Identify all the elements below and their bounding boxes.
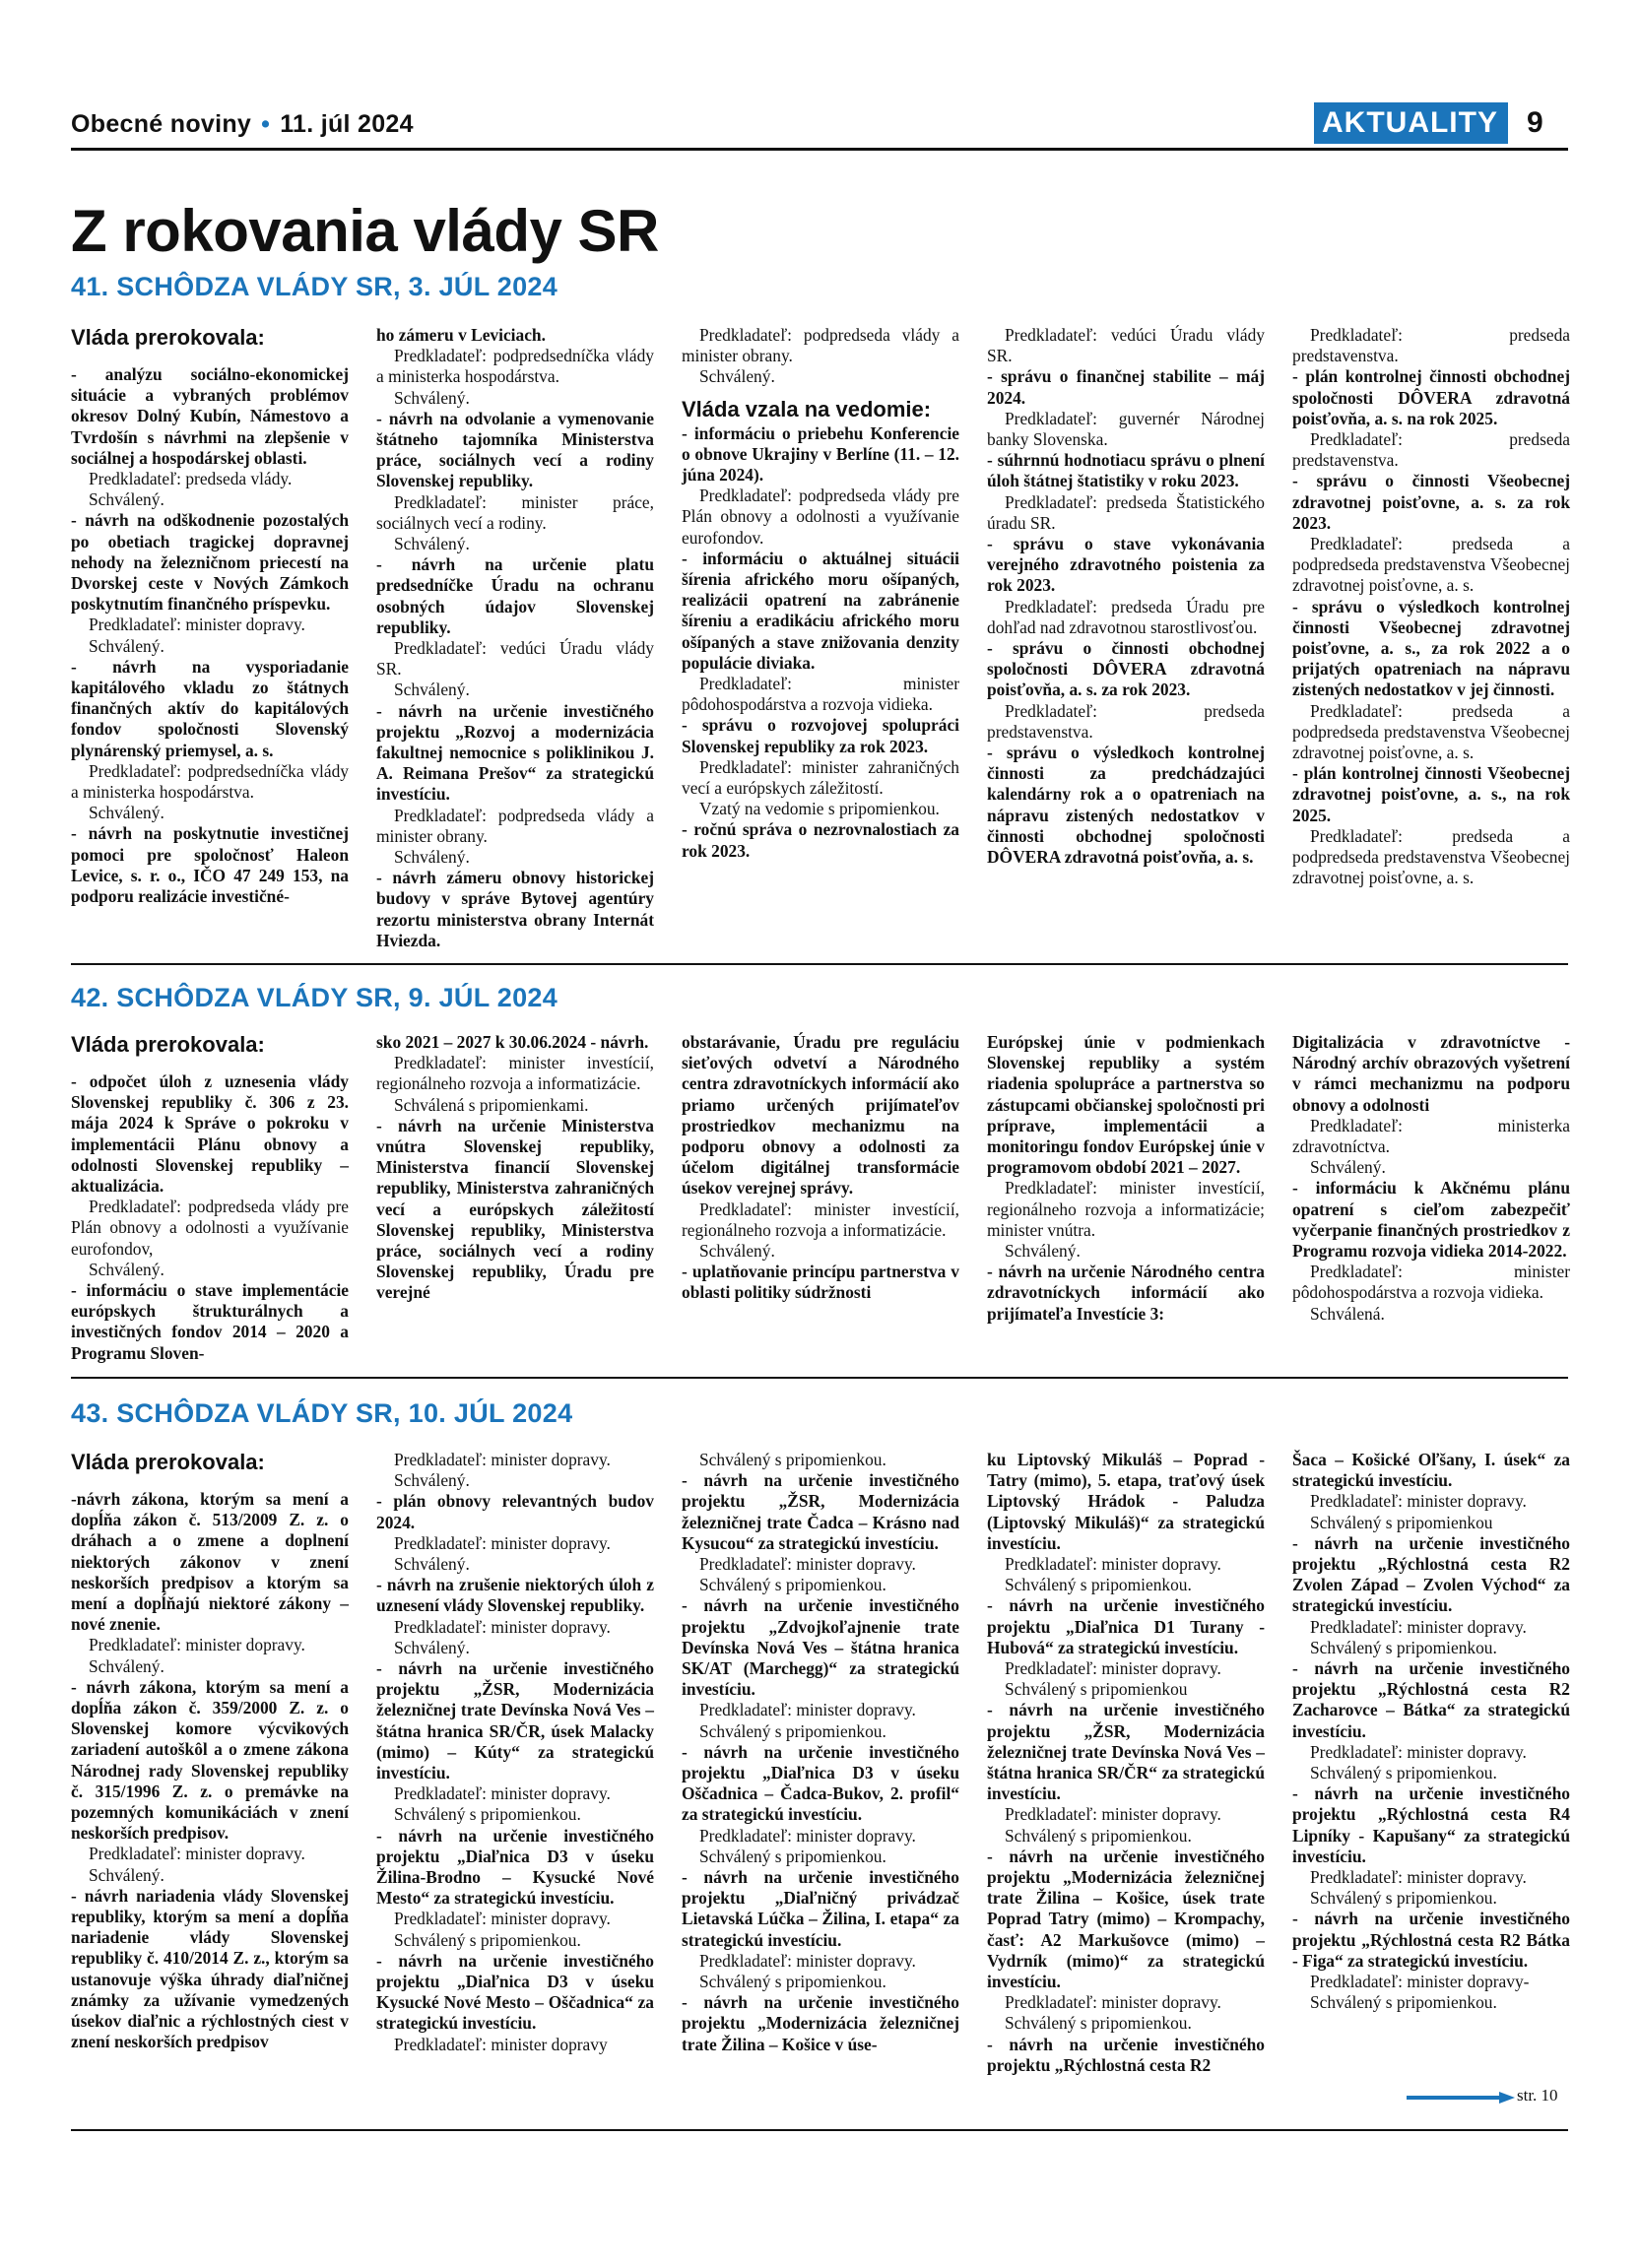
session-heading-41: 41. SCHÔDZA VLÁDY SR, 3. JÚL 2024: [71, 272, 558, 301]
article-title: Z rokovania vlády SR: [71, 198, 659, 264]
agenda-note: Predkladateľ: minister investícií, regionálneho rozvoja a informatizácie.: [376, 1053, 654, 1094]
agenda-item: Šaca – Košické Oľšany, I. úsek“ za strategickú investíciu.: [1292, 1450, 1570, 1491]
agenda-item: - plán obnovy relevantných budov 2024.: [376, 1491, 654, 1532]
agenda-note: Schválený s pripomienkou.: [394, 1804, 581, 1825]
agenda-note: Schválený.: [394, 680, 470, 700]
agenda-note: Predkladateľ: minister dopravy.: [394, 1616, 611, 1637]
agenda-item: - návrh na určenie investičného projektu „ŽSR, Modernizácia železničnej trate Devínska Nová Ves – štátna hranica SR/ČR, úsek Malacky (mimo) – Kúty“ za strategickú investíciu.: [376, 1658, 654, 1783]
agenda-note: Predkladateľ: minister dopravy.: [1005, 1992, 1221, 2013]
text-column: [987, 1450, 1265, 2076]
text-column: [376, 1450, 654, 2055]
agenda-note: Schválený s pripomienkou.: [699, 1450, 886, 1469]
agenda-item: - návrh na určenie investičného projektu „Modernizácia železničnej trate Žilina – Košice, úsek trate Poprad Tatry (mimo) – Krompachy, časť: A2 Markušovce (mimo) – Vydrník (mimo)“ za strategickú investíciu.: [987, 1846, 1265, 1992]
agenda-item: - návrh na určenie investičného projektu „Diaľnica D1 Turany - Hubová“ za strategickú investíciu.: [987, 1595, 1265, 1657]
agenda-note: Schválený.: [89, 1259, 164, 1279]
text-column: [376, 1032, 654, 1304]
agenda-item: - ročnú správa o nezrovnalostiach za rok 2023.: [682, 819, 959, 861]
header-rule: [71, 148, 1568, 151]
agenda-note: Predkladateľ: predseda vlády.: [89, 469, 293, 489]
session-heading-42: 42. SCHÔDZA VLÁDY SR, 9. JÚL 2024: [71, 983, 558, 1012]
agenda-item: obstarávanie, Úradu pre reguláciu sieťových odvetví a Národného centra zdravotníckych informácií ako priamo určených prijímateľov prostriedkov mechanizmu na podporu obnovy a odolnosti za účelom digitálnej transformácie úsekov verejnej správy.: [682, 1032, 959, 1199]
agenda-note: Predkladateľ: minister dopravy.: [1310, 1741, 1527, 1762]
agenda-note: Predkladateľ: minister dopravy.: [394, 1783, 611, 1804]
agenda-note: Predkladateľ: minister zahraničných vecí a európskych záležitostí.: [682, 756, 959, 799]
agenda-note: Schválený s pripomienkou.: [699, 1575, 886, 1595]
section-divider: [71, 1377, 1568, 1379]
agenda-item: - správu o výsledkoch kontrolnej činnosti Všeobecnej zdravotnej poisťovne, a. s., za rok 2022 a o prijatých opatreniach na nápravu zistených nedostatkov v jej činnosti.: [1292, 596, 1570, 700]
agenda-note: Schválený.: [89, 803, 164, 823]
agenda-note: Schválená s pripomienkami.: [394, 1094, 589, 1115]
agenda-item: - uplatňovanie princípu partnerstva v oblasti politiky súdržnosti: [682, 1262, 959, 1303]
agenda-note: Schválený.: [394, 387, 470, 408]
agenda-item: - správu o činnosti obchodnej spoločnosti DÔVERA zdravotná poisťovňa, a. s. za rok 2023.: [987, 638, 1265, 700]
text-column: [987, 325, 1265, 868]
agenda-note: Predkladateľ: minister dopravy.: [1310, 1616, 1527, 1637]
agenda-note: Predkladateľ: minister dopravy.: [699, 1700, 916, 1720]
agenda-note: Predkladateľ: minister dopravy.: [1310, 1867, 1527, 1888]
agenda-item: - správu o činnosti Všeobecnej zdravotnej poisťovne, a. s. za rok 2023.: [1292, 471, 1570, 533]
agenda-item: - informáciu o aktuálnej situácii šírenia afrického moru ošípaných, realizácii opatrení na zabránenie šíreniu a eradikáciu afrického moru ošípaných a stave znižovania denzity populácie diviaka.: [682, 548, 959, 673]
agenda-note: Schválený s pripomienkou.: [699, 1720, 886, 1741]
text-column: [1292, 1032, 1570, 1325]
agenda-item: - informáciu k Akčnému plánu opatrení s cieľom zabezpečiť vyčerpanie finančných prostriedkov z Programu rozvoja vidieka 2014-2022.: [1292, 1178, 1570, 1262]
agenda-note: Schválený s pripomienkou.: [394, 1929, 581, 1950]
agenda-item: - návrh na odškodnenie pozostalých po obetiach tragickej dopravnej nehody na železničnom priecestí na Dvorskej ceste v Nových Zámkoch poskytnutím finančného príspevku.: [71, 510, 349, 615]
agenda-note: Predkladateľ: minister práce, sociálnych vecí a rodiny.: [376, 491, 654, 533]
agenda-item: - návrh na určenie Národného centra zdravotníckych informácií ako prijímateľa Investície 3:: [987, 1262, 1265, 1324]
agenda-note: Schválený.: [89, 1655, 164, 1676]
agenda-note: Predkladateľ: ministerka zdravotníctva.: [1292, 1115, 1570, 1157]
agenda-item: - návrh na určenie investičného projektu „Rýchlostná cesta R2 Bátka - Figa“ za strategickú investíciu.: [1292, 1909, 1570, 1971]
agenda-note: Schválený.: [1310, 1157, 1386, 1178]
session-41-body: [71, 325, 1568, 955]
agenda-item: - návrh na určenie investičného projektu „Modernizácia železničnej trate Žilina – Košice v úse-: [682, 1992, 959, 2054]
section-divider: [71, 963, 1568, 965]
agenda-note: Predkladateľ: predseda predstavenstva.: [1292, 325, 1570, 366]
agenda-item: sko 2021 – 2027 k 30.06.2024 - návrh.: [376, 1032, 649, 1052]
agenda-item: - návrh zámeru obnovy historickej budovy v správe Bytovej agentúry rezortu ministerstva obrany Internát Hviezda.: [376, 868, 654, 950]
agenda-item: - návrh na určenie investičného projektu „Diaľničný privádzač Lietavská Lúčka – Žilina, I. etapa“ za strategickú investíciu.: [682, 1867, 959, 1950]
agenda-item: - informáciu o priebehu Konferencie o obnove Ukrajiny v Berlíne (11. – 12. júna 2024).: [682, 422, 959, 486]
agenda-note: Predkladateľ: minister dopravy.: [1005, 1804, 1221, 1825]
subheading: Vláda vzala na vedomie:: [682, 396, 932, 421]
agenda-note: Schválený s pripomienkou.: [1005, 1575, 1192, 1595]
agenda-note: Predkladateľ: minister dopravy.: [699, 1950, 916, 1971]
agenda-note: Predkladateľ: predseda a podpredseda predstavenstva Všeobecnej zdravotnej poisťovne, a. s.: [1292, 700, 1570, 763]
agenda-note: Predkladateľ: minister dopravy.: [89, 1844, 305, 1864]
issue-date: 11. júl 2024: [280, 110, 414, 138]
agenda-note: Predkladateľ: minister dopravy.: [394, 1450, 611, 1469]
agenda-note: Predkladateľ: minister dopravy-: [1310, 1972, 1530, 1992]
agenda-note: Predkladateľ: predseda predstavenstva.: [987, 700, 1265, 742]
text-column: [71, 1032, 349, 1364]
agenda-note: Schválený s pripomienkou.: [1005, 1825, 1192, 1846]
agenda-item: - návrh na odvolanie a vymenovanie štátneho tajomníka Ministerstva práce, sociálnych vecí a rodiny Slovenskej republiky.: [376, 408, 654, 491]
agenda-item: - analýzu sociálno-ekonomickej situácie a vybraných problémov okresov Dolný Kubín, Námestovo a Tvrdošín s návrhmi na zlepšenie v sociálnej a hospodárskej oblasti.: [71, 364, 349, 468]
agenda-note: Predkladateľ: minister pôdohospodárstva a rozvoja vidieka.: [682, 674, 959, 715]
agenda-item: - návrh na určenie Ministerstva vnútra Slovenskej republiky, Ministerstva financií Slovenskej republiky, Ministerstva zahraničných vecí a európskych záležitostí Slovenskej republiky, Ministerstva práce, sociálnych vecí a rodiny Slovenskej republiky, Úradu pre verejné: [376, 1115, 654, 1303]
agenda-item: - správu o stave vykonávania verejného zdravotného poistenia za rok 2023.: [987, 534, 1265, 596]
agenda-note: Predkladateľ: predseda predstavenstva.: [1292, 429, 1570, 471]
agenda-note: Predkladateľ: vedúci Úradu vlády SR.: [987, 325, 1265, 366]
agenda-note: Schválený s pripomienkou.: [1310, 1992, 1497, 2013]
agenda-note: Schválená.: [1310, 1303, 1385, 1324]
agenda-note: Predkladateľ: minister dopravy: [394, 2034, 608, 2054]
text-column: [71, 1450, 349, 2052]
agenda-note: Predkladateľ: predseda a podpredseda predstavenstva Všeobecnej zdravotnej poisťovne, a. s.: [1292, 534, 1570, 596]
agenda-note: Predkladateľ: predseda Štatistického úradu SR.: [987, 491, 1265, 533]
agenda-item: - návrh na určenie investičného projektu „Diaľnica D3 v úseku Kysucké Nové Mesto – Oščadnica“ za strategickú investíciu.: [376, 1950, 654, 2034]
agenda-note: Predkladateľ: minister dopravy.: [394, 1909, 611, 1929]
agenda-item: - správu o rozvojovej spolupráci Slovenskej republiky za rok 2023.: [682, 715, 959, 756]
agenda-item: - návrh na zrušenie niektorých úloh z uznesení vlády Slovenskej republiky.: [376, 1575, 654, 1616]
agenda-note: Predkladateľ: minister dopravy.: [699, 1554, 916, 1575]
text-column: [682, 1450, 959, 2055]
agenda-item: ho zámeru v Leviciach.: [376, 325, 546, 345]
agenda-note: Predkladateľ: podpredseda vlády pre Plán obnovy a odolnosti a využívanie eurofondov.: [682, 486, 959, 548]
agenda-note: Schválený s pripomienkou.: [1005, 2013, 1192, 2034]
agenda-note: Predkladateľ: minister dopravy.: [394, 1532, 611, 1553]
continued-label: str. 10: [1517, 2086, 1558, 2105]
agenda-item: - návrh na určenie platu predsedníčke Úradu na ochranu osobných údajov Slovenskej republiky.: [376, 554, 654, 637]
agenda-item: - plán kontrolnej činnosti obchodnej spoločnosti DÔVERA zdravotná poisťovňa, a. s. na rok 2025.: [1292, 366, 1570, 428]
agenda-note: Schválený.: [394, 534, 470, 554]
agenda-note: Schválený s pripomienkou.: [1310, 1637, 1497, 1657]
agenda-item: - návrh na určenie investičného projektu „ŽSR, Modernizácia železničnej trate Devínska Nová Ves – štátna hranica SR/ČR“ za strategickú investíciu.: [987, 1700, 1265, 1804]
agenda-note: Predkladateľ: guvernér Národnej banky Slovenska.: [987, 408, 1265, 450]
agenda-note: Predkladateľ: predseda a podpredseda predstavenstva Všeobecnej zdravotnej poisťovne, a. s.: [1292, 825, 1570, 888]
agenda-item: - návrh na určenie investičného projektu „Rýchlostná cesta R4 Lipníky - Kapušany“ za strategickú investíciu.: [1292, 1783, 1570, 1866]
agenda-note: Schválený s pripomienkou: [1310, 1512, 1493, 1532]
agenda-item: - plán kontrolnej činnosti Všeobecnej zdravotnej poisťovne, a. s., na rok 2025.: [1292, 763, 1570, 825]
agenda-item: ku Liptovský Mikuláš – Poprad - Tatry (mimo), 5. etapa, traťový úsek Liptovský Hrádok - Paludza (Liptovský Mikuláš)“ za strategickú investíciu.: [987, 1450, 1265, 1553]
agenda-item: - návrh na určenie investičného projektu „Rýchlostná cesta R2 Zacharovce – Bátka“ za strategickú investíciu.: [1292, 1658, 1570, 1741]
agenda-note: Schválený.: [1005, 1241, 1081, 1262]
agenda-item: - správu o výsledkoch kontrolnej činnosti za predchádzajúci kalendárny rok a o opatreniach na nápravu zistených nedostatkov v činnosti obchodnej spoločnosti DÔVERA zdravotná poisťovňa, a. s.: [987, 743, 1265, 868]
agenda-item: - odpočet úloh z uznesenia vlády Slovenskej republiky č. 306 z 23. mája 2024 k Správe o pokroku v implementácii Plánu obnovy a odolnosti Slovenskej republiky – aktualizácia.: [71, 1071, 349, 1197]
agenda-note: Predkladateľ: podpredsedníčka vlády a ministerka hospodárstva.: [376, 346, 654, 387]
agenda-note: Predkladateľ: podpredseda vlády pre Plán obnovy a odolnosti a využívanie eurofondov,: [71, 1197, 349, 1259]
agenda-note: Schválený.: [394, 1470, 470, 1491]
agenda-note: Predkladateľ: vedúci Úradu vlády SR.: [376, 638, 654, 680]
arrow-right-icon: [1407, 2091, 1515, 2105]
agenda-note: Predkladateľ: minister dopravy.: [89, 615, 305, 635]
agenda-note: Schválený.: [89, 1864, 164, 1885]
agenda-item: - informáciu o stave implementácie európskych štrukturálnych a investičných fondov 2014 – 2020 a Programu Sloven-: [71, 1280, 349, 1363]
agenda-item: - návrh nariadenia vlády Slovenskej republiky, ktorým sa mení a dopĺňa nariadenie vlády Slovenskej republiky č. 410/2014 Z. z., ktorým sa ustanovuje výška úhrady diaľničnej známky za užívanie vymedzených úsekov diaľnic a rýchlostných ciest v znení neskorších predpisov: [71, 1885, 349, 2052]
agenda-note: Predkladateľ: podpredsedníčka vlády a ministerka hospodárstva.: [71, 760, 349, 803]
agenda-note: Predkladateľ: minister dopravy.: [699, 1825, 916, 1846]
agenda-note: Predkladateľ: minister dopravy.: [1310, 1491, 1527, 1512]
agenda-item: Digitalizácia v zdravotníctve - Národný archív obrazových vyšetrení v rámci mechanizmu na podporu obnovy a odolnosti: [1292, 1032, 1570, 1115]
agenda-note: Predkladateľ: minister dopravy.: [1005, 1554, 1221, 1575]
agenda-note: Schválený.: [394, 1637, 470, 1657]
agenda-note: Predkladateľ: minister pôdohospodárstva a rozvoja vidieka.: [1292, 1262, 1570, 1303]
agenda-item: - správu o finančnej stabilite – máj 2024.: [987, 366, 1265, 408]
agenda-item: - návrh zákona, ktorým sa mení a dopĺňa zákon č. 359/2000 Z. z. o Slovenskej komore výcvikových zariadení autoškôl a o zmene zákona Národnej rady Slovenskej republiky č. 315/1996 Z. z. o premávke na pozemných komunikáciách v znení neskorších predpisov.: [71, 1676, 349, 1844]
agenda-note: Predkladateľ: minister dopravy.: [1005, 1658, 1221, 1679]
agenda-item: Európskej únie v podmienkach Slovenskej republiky a systém riadenia spolupráce a partnerstva so zástupcami občianskej spoločnosti pri príprave, implementácii a monitoringu fondov Európskej únie v programovom období 2021 – 2027.: [987, 1032, 1265, 1178]
paper-name: Obecné noviny: [71, 110, 252, 138]
session-42-body: [71, 1032, 1568, 1367]
agenda-item: - návrh na určenie investičného projektu „Diaľnica D3 v úseku Žilina-Brodno – Kysucké Nové Mesto“ za strategickú investíciu.: [376, 1825, 654, 1909]
section-tag: AKTUALITY: [1314, 102, 1508, 144]
page-header: [71, 106, 1568, 148]
agenda-note: Predkladateľ: podpredseda vlády a minister obrany.: [682, 325, 959, 366]
agenda-note: Schválený.: [699, 366, 775, 387]
session-43-body: [71, 1450, 1568, 2100]
agenda-note: Schválený s pripomienkou: [1005, 1679, 1188, 1700]
agenda-item: - návrh na vysporiadanie kapitálového vkladu zo štátnych finančných aktív do kapitálových fondov spoločnosti Slovenský plynárenský priemysel, a. s.: [71, 656, 349, 760]
agenda-note: Schválený s pripomienkou.: [1310, 1888, 1497, 1909]
text-column: [682, 1032, 959, 1304]
agenda-note: Predkladateľ: predseda Úradu pre dohľad nad zdravotnou starostlivosťou.: [987, 596, 1265, 637]
agenda-note: Schválený s pripomienkou.: [1310, 1763, 1497, 1783]
text-column: [682, 325, 959, 862]
agenda-note: Predkladateľ: podpredseda vlády a minister obrany.: [376, 805, 654, 846]
agenda-note: Schválený.: [394, 1554, 470, 1575]
masthead: [71, 110, 414, 139]
text-column: [1292, 325, 1570, 888]
subheading: Vláda prerokovala:: [71, 1032, 265, 1057]
agenda-note: Predkladateľ: minister investícií, regionálneho rozvoja a informatizácie; minister vnútra.: [987, 1178, 1265, 1240]
agenda-note: Schválený.: [699, 1241, 775, 1262]
agenda-item: - návrh na určenie investičného projektu „Diaľnica D3 v úseku Oščadnica – Čadca-Bukov, 2. profil“ za strategickú investíciu.: [682, 1741, 959, 1825]
agenda-note: Schválený s pripomienkou.: [699, 1846, 886, 1866]
subheading: Vláda prerokovala:: [71, 1450, 265, 1474]
agenda-item: - návrh na určenie investičného projektu „Rozvoj a modernizácia fakultnej nemocnice s poliklinikou J. A. Reimana Prešov“ za strategickú investíciu.: [376, 700, 654, 805]
text-column: [1292, 1450, 1570, 2013]
agenda-note: Predkladateľ: minister dopravy.: [89, 1635, 305, 1655]
agenda-item: - návrh na určenie investičného projektu „Rýchlostná cesta R2: [987, 2034, 1265, 2075]
agenda-item: -návrh zákona, ktorým sa mení a dopĺňa zákon č. 513/2009 Z. z. o dráhach a o zmene a doplnení niektorých zákonov v znení neskorších predpisov a ktorým sa mení a dopĺňajú niektoré zákony – nové znenie.: [71, 1489, 349, 1635]
session-heading-43: 43. SCHÔDZA VLÁDY SR, 10. JÚL 2024: [71, 1398, 573, 1428]
agenda-note: Schválený.: [89, 635, 164, 656]
agenda-item: - návrh na poskytnutie investičnej pomoci pre spoločnosť Haleon Levice, s. r. o., IČO 47 249 153, na podporu realizácie investičné-: [71, 823, 349, 907]
text-column: [376, 325, 654, 951]
text-column: [987, 1032, 1265, 1325]
text-column: [71, 325, 349, 907]
agenda-note: Vzatý na vedomie s pripomienkou.: [699, 799, 940, 819]
agenda-item: - súhrnnú hodnotiacu správu o plnení úloh štátnej štatistiky v roku 2023.: [987, 450, 1265, 491]
agenda-note: Schválený.: [394, 847, 470, 868]
agenda-note: Schválený.: [89, 489, 164, 510]
agenda-note: Schválený s pripomienkou.: [699, 1972, 886, 1992]
agenda-item: - návrh na určenie investičného projektu „Zdvojkoľajnenie trate Devínska Nová Ves – štátna hranica SK/AT (Marchegg)“ za strategickú investíciu.: [682, 1595, 959, 1700]
separator-dot: •: [261, 110, 271, 138]
subheading: Vláda prerokovala:: [71, 325, 265, 350]
agenda-item: - návrh na určenie investičného projektu „Rýchlostná cesta R2 Zvolen Západ – Zvolen Východ“ za strategickú investíciu.: [1292, 1532, 1570, 1616]
agenda-item: - návrh na určenie investičného projektu „ŽSR, Modernizácia železničnej trate Čadca – Krásno nad Kysucou“ za strategickú investíciu.: [682, 1470, 959, 1553]
page-number: 9: [1527, 106, 1543, 139]
footer-rule: [71, 2129, 1568, 2131]
agenda-note: Predkladateľ: minister investícií, regionálneho rozvoja a informatizácie.: [682, 1199, 959, 1240]
